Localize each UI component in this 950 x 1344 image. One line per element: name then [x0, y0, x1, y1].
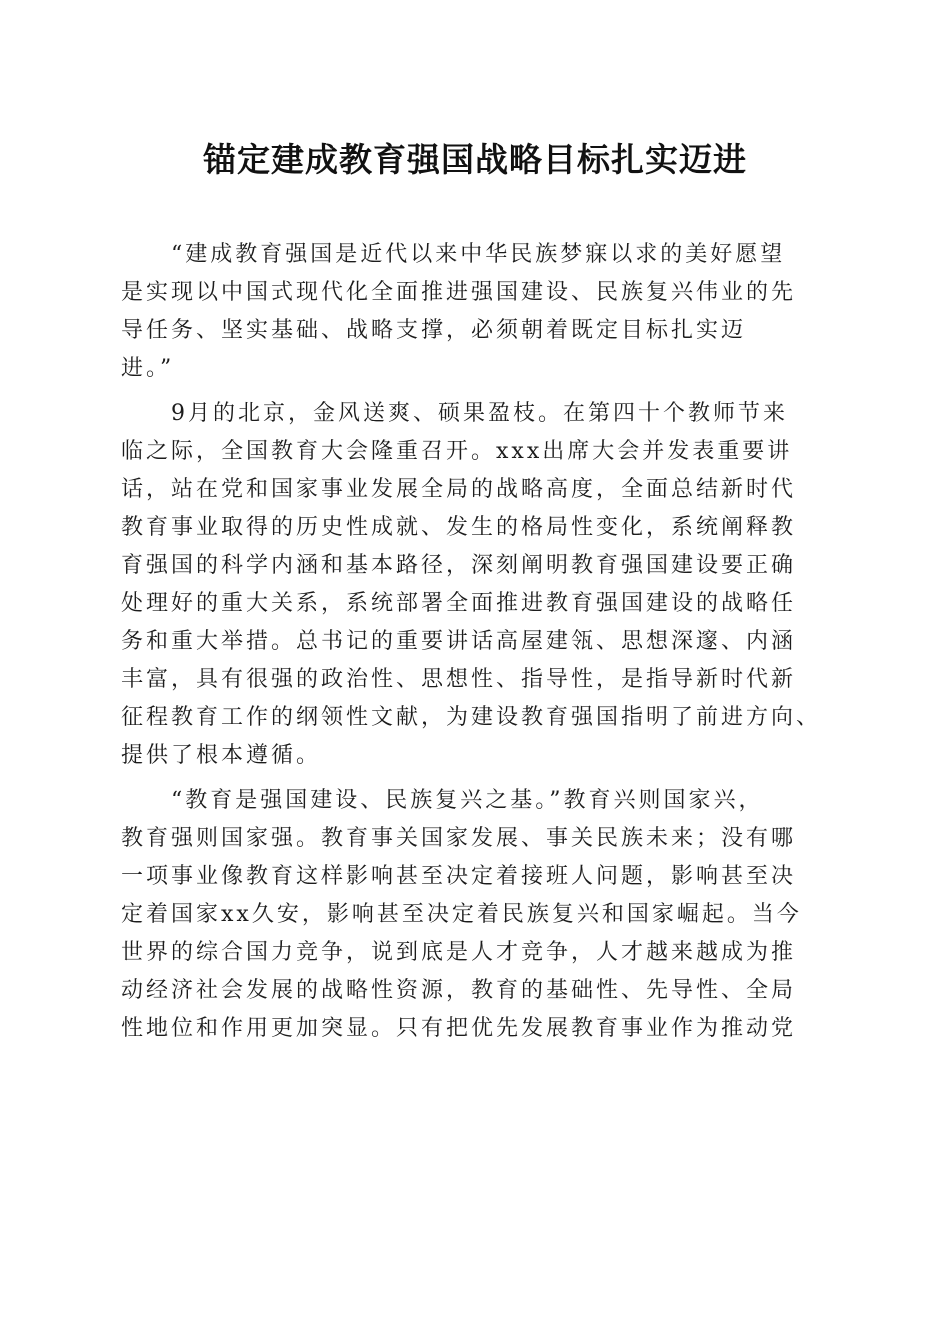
text-line: 提供了根本遵循。: [121, 743, 322, 768]
text-line: 进。”: [121, 356, 175, 381]
text-line: 导任务、坚实基础、战略支撑，必须朝着既定目标扎实迈: [121, 318, 747, 343]
text-line: “建成教育强国是近代以来中华民族梦寐以求的美好愿望: [171, 242, 786, 267]
text-line: 教育强则国家强。教育事关国家发展、事关民族未来；没有哪: [121, 826, 797, 851]
text-line: 是实现以中国式现代化全面推进强国建设、民族复兴伟业的先: [121, 280, 797, 305]
text-line: 9月的北京，金风送爽、硕果盈枝。在第四十个教师节来: [171, 401, 788, 426]
text-line: 丰富，具有很强的政治性、思想性、指导性，是指导新时代新: [121, 667, 797, 692]
paragraph-3: [121, 782, 831, 1048]
paragraph-2: [121, 395, 831, 775]
document-title: 锚定建成教育强国战略目标扎实迈进: [203, 140, 747, 179]
text-line: 一项事业像教育这样影响甚至决定着接班人问题，影响甚至决: [121, 864, 797, 889]
text-line: 征程教育工作的纲领性文献，为建设教育强国指明了前进方向、: [121, 705, 822, 730]
text-line: 教育事业取得的历史性成就、发生的格局性变化，系统阐释教: [121, 515, 797, 540]
text-line: 育强国的科学内涵和基本路径，深刻阐明教育强国建设要正确: [121, 553, 797, 578]
text-line: 世界的综合国力竞争，说到底是人才竞争，人才越来越成为推: [121, 940, 797, 965]
text-line: 临之际，全国教育大会隆重召开。xxx出席大会并发表重要讲: [121, 439, 793, 464]
text-line: 动经济社会发展的战略性资源，教育的基础性、先导性、全局: [121, 978, 797, 1003]
text-line: 性地位和作用更加突显。只有把优先发展教育事业作为推动党: [121, 1016, 797, 1041]
text-line: 话，站在党和国家事业发展全局的战略高度，全面总结新时代: [121, 477, 797, 502]
paragraph-gap: [121, 775, 831, 782]
document-body: [121, 236, 831, 1048]
paragraph-1: [121, 236, 831, 388]
text-line: 处理好的重大关系，系统部署全面推进教育强国建设的战略任: [121, 591, 797, 616]
paragraph-gap: [121, 388, 831, 395]
text-line: 务和重大举措。总书记的重要讲话高屋建瓴、思想深邃、内涵: [121, 629, 797, 654]
text-line: “教育是强国建设、民族复兴之基。”教育兴则国家兴，: [171, 788, 764, 813]
text-line: 定着国家xx久安，影响甚至决定着民族复兴和国家崛起。当今: [121, 902, 802, 927]
